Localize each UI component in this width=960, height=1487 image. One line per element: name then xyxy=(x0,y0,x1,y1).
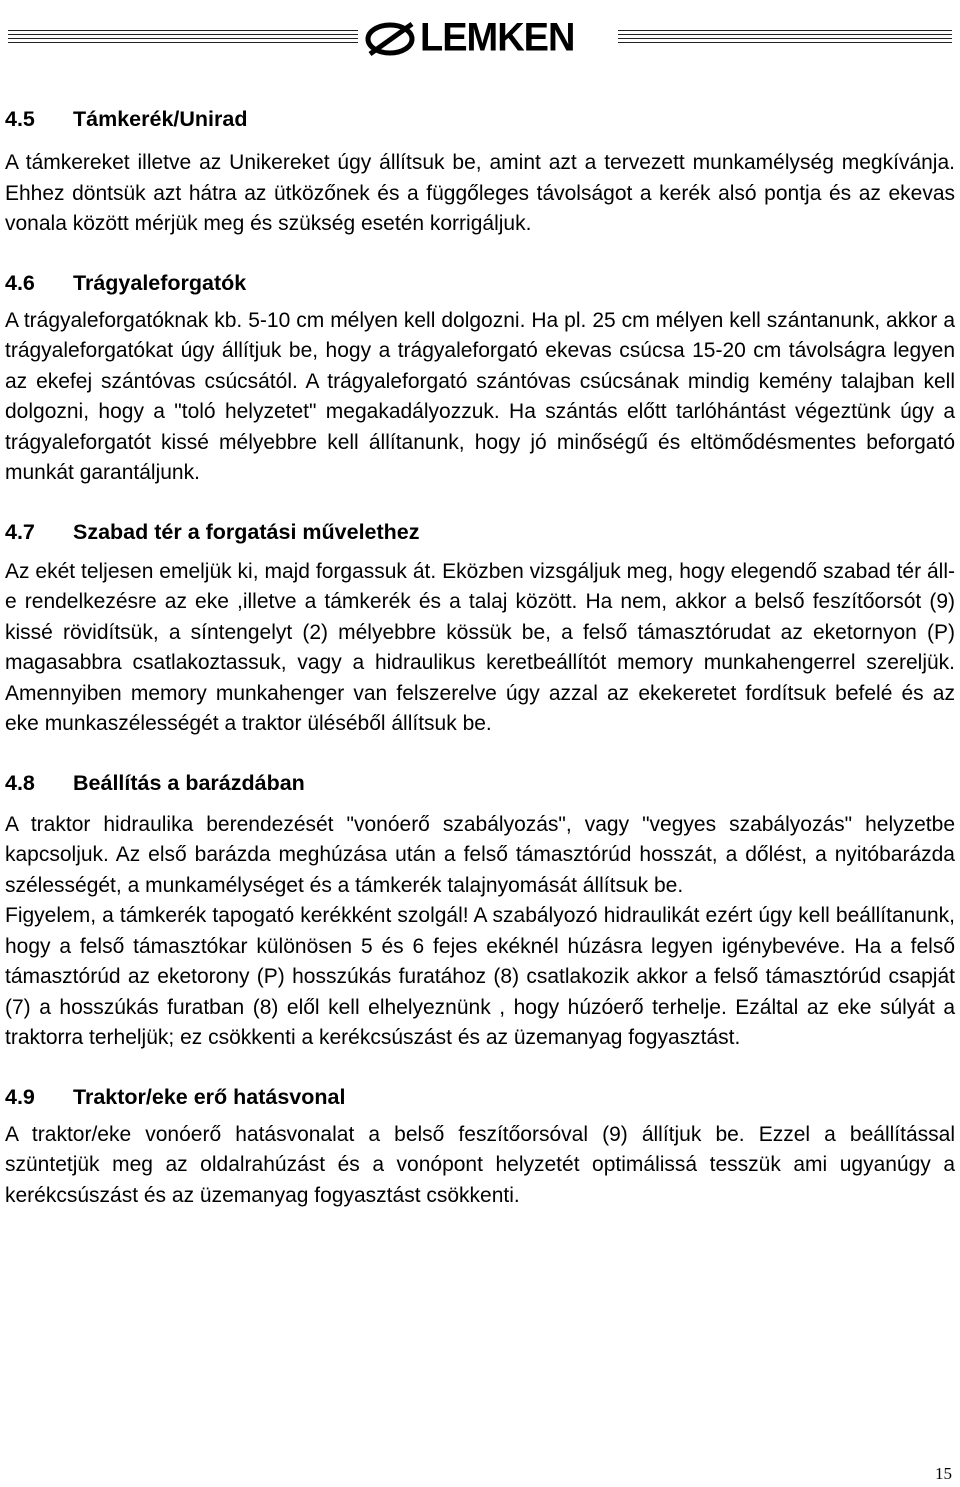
lemken-emblem-icon xyxy=(364,18,418,58)
section-4-8 xyxy=(5,768,955,1054)
header-rule-left xyxy=(8,30,358,44)
section-4-6 xyxy=(5,268,955,489)
logo-text: LEMKEN xyxy=(420,15,575,61)
paragraph: A trágyaleforgatóknak kb. 5-10 cm mélyen kell dolgozni. Ha pl. 25 cm mélyen kell szántanunk, akkor a trágyaleforgatókat úgy állítjuk be, hogy a trágyaleforgató ekevas csúcsa 15-20 cm távolságra legyen az ekefej szántóvas csúcsától. A trágyaleforgató szántóvas csúcsának mindig kemény talajban kell dolgozni, hogy a "toló helyzetet" megakadályozzuk. Ha szántás előtt tarlóhántást végeztünk úgy a trágyaleforgatót kissé mélyebbre kell állítanunk, hogy jó minőségű és eltömődésmentes beforgató munkát garantáljunk. xyxy=(5,308,955,484)
paragraph: Figyelem, a támkerék tapogató kerékként szolgál! A szabályozó hidraulikát ezért úgy kell beállítanunk, hogy a felső támasztókar különösen 5 és 6 fejes ekéknél húzásra legyen igénybevéve. Ha a felső támasztórúd az eketorony (P) hosszúkás furatához (8) csatlakozik akkor a felső támasztórúd csapját (7) a hosszúkás furatban (8) elől kell elhelyeznünk , hogy húzóerő terhelje. Ezáltal az eke súlyát a traktorra terheljük; ez csökkenti a kerékcsúszást és az üzemanyag fogyasztást. xyxy=(5,904,955,1049)
page-header xyxy=(8,10,952,60)
document-body xyxy=(5,104,955,1211)
section-4-7 xyxy=(5,517,955,740)
section-4-9 xyxy=(5,1082,955,1212)
section-number: 4.5 xyxy=(5,107,35,131)
paragraph: Az ekét teljesen emeljük ki, majd forgassuk át. Eközben vizsgáljuk meg, hogy elegendő szabad tér áll-e rendelkezésre az eke ,illetve a támkerék és a talaj között. Ha nem, akkor a belső feszítőorsót (9) kissé rövidítsük, a síntengelyt (2) mélyebbre kössük be, a felső támasztórudat az eketornyon (P) magasabbra csatlakoztassuk, vagy a hidraulikus keretbeállítót memory munkahengerrel szereljük. Amennyiben memory munkahenger van felszerelve úgy azzal az ekekeretet fordítsuk befelé és az eke munkaszélességét a traktor üléséből állítsuk be. xyxy=(5,559,955,735)
page-number: 15 xyxy=(935,1464,952,1483)
paragraph: A traktor hidraulika berendezését "vonóerő szabályozás", vagy "vegyes szabályozás" helyzetbe kapcsoljuk. Az első barázda meghúzása után a felső támasztórúd hosszát, a dőlést, a nyitóbarázda szélességét, a munkamélységet és a támkerék talajnyomását állítsuk be. xyxy=(5,812,955,897)
section-number: 4.8 xyxy=(5,770,35,795)
section-heading xyxy=(5,268,955,298)
section-title: Trágyaleforgatók xyxy=(73,270,247,295)
section-number: 4.6 xyxy=(5,270,35,295)
section-number: 4.7 xyxy=(5,519,35,544)
section-title: Beállítás a barázdában xyxy=(73,770,305,795)
paragraph: A támkereket illetve az Unikereket úgy állítsuk be, amint azt a tervezett munkamélység megkívánja. Ehhez döntsük azt hátra az ütközőnek és a függőleges távolságot a kerék alsó pontja és az ekevas vonala között mérjük meg és szükség esetén korrigáljuk. xyxy=(5,151,955,235)
section-heading xyxy=(5,768,955,798)
section-heading xyxy=(5,517,955,547)
brand-logo xyxy=(364,16,574,60)
section-number: 4.9 xyxy=(5,1084,35,1109)
section-heading xyxy=(5,1082,955,1112)
section-title: Támkerék/Unirad xyxy=(73,107,248,131)
section-title: Traktor/eke erő hatásvonal xyxy=(73,1084,346,1109)
section-heading xyxy=(5,104,955,134)
section-4-5 xyxy=(5,104,955,240)
header-rule-right xyxy=(618,30,952,44)
section-title: Szabad tér a forgatási művelethez xyxy=(73,519,420,544)
paragraph: A traktor/eke vonóerő hatásvonalat a belső feszítőorsóval (9) állítjuk be. Ezzel a beállítással szüntetjük meg az oldalrahúzást és a vonópont helyzetét optimálissá tesszük ami ugyanúgy a kerékcsúszást és az üzemanyag fogyasztást csökkenti. xyxy=(5,1122,955,1207)
